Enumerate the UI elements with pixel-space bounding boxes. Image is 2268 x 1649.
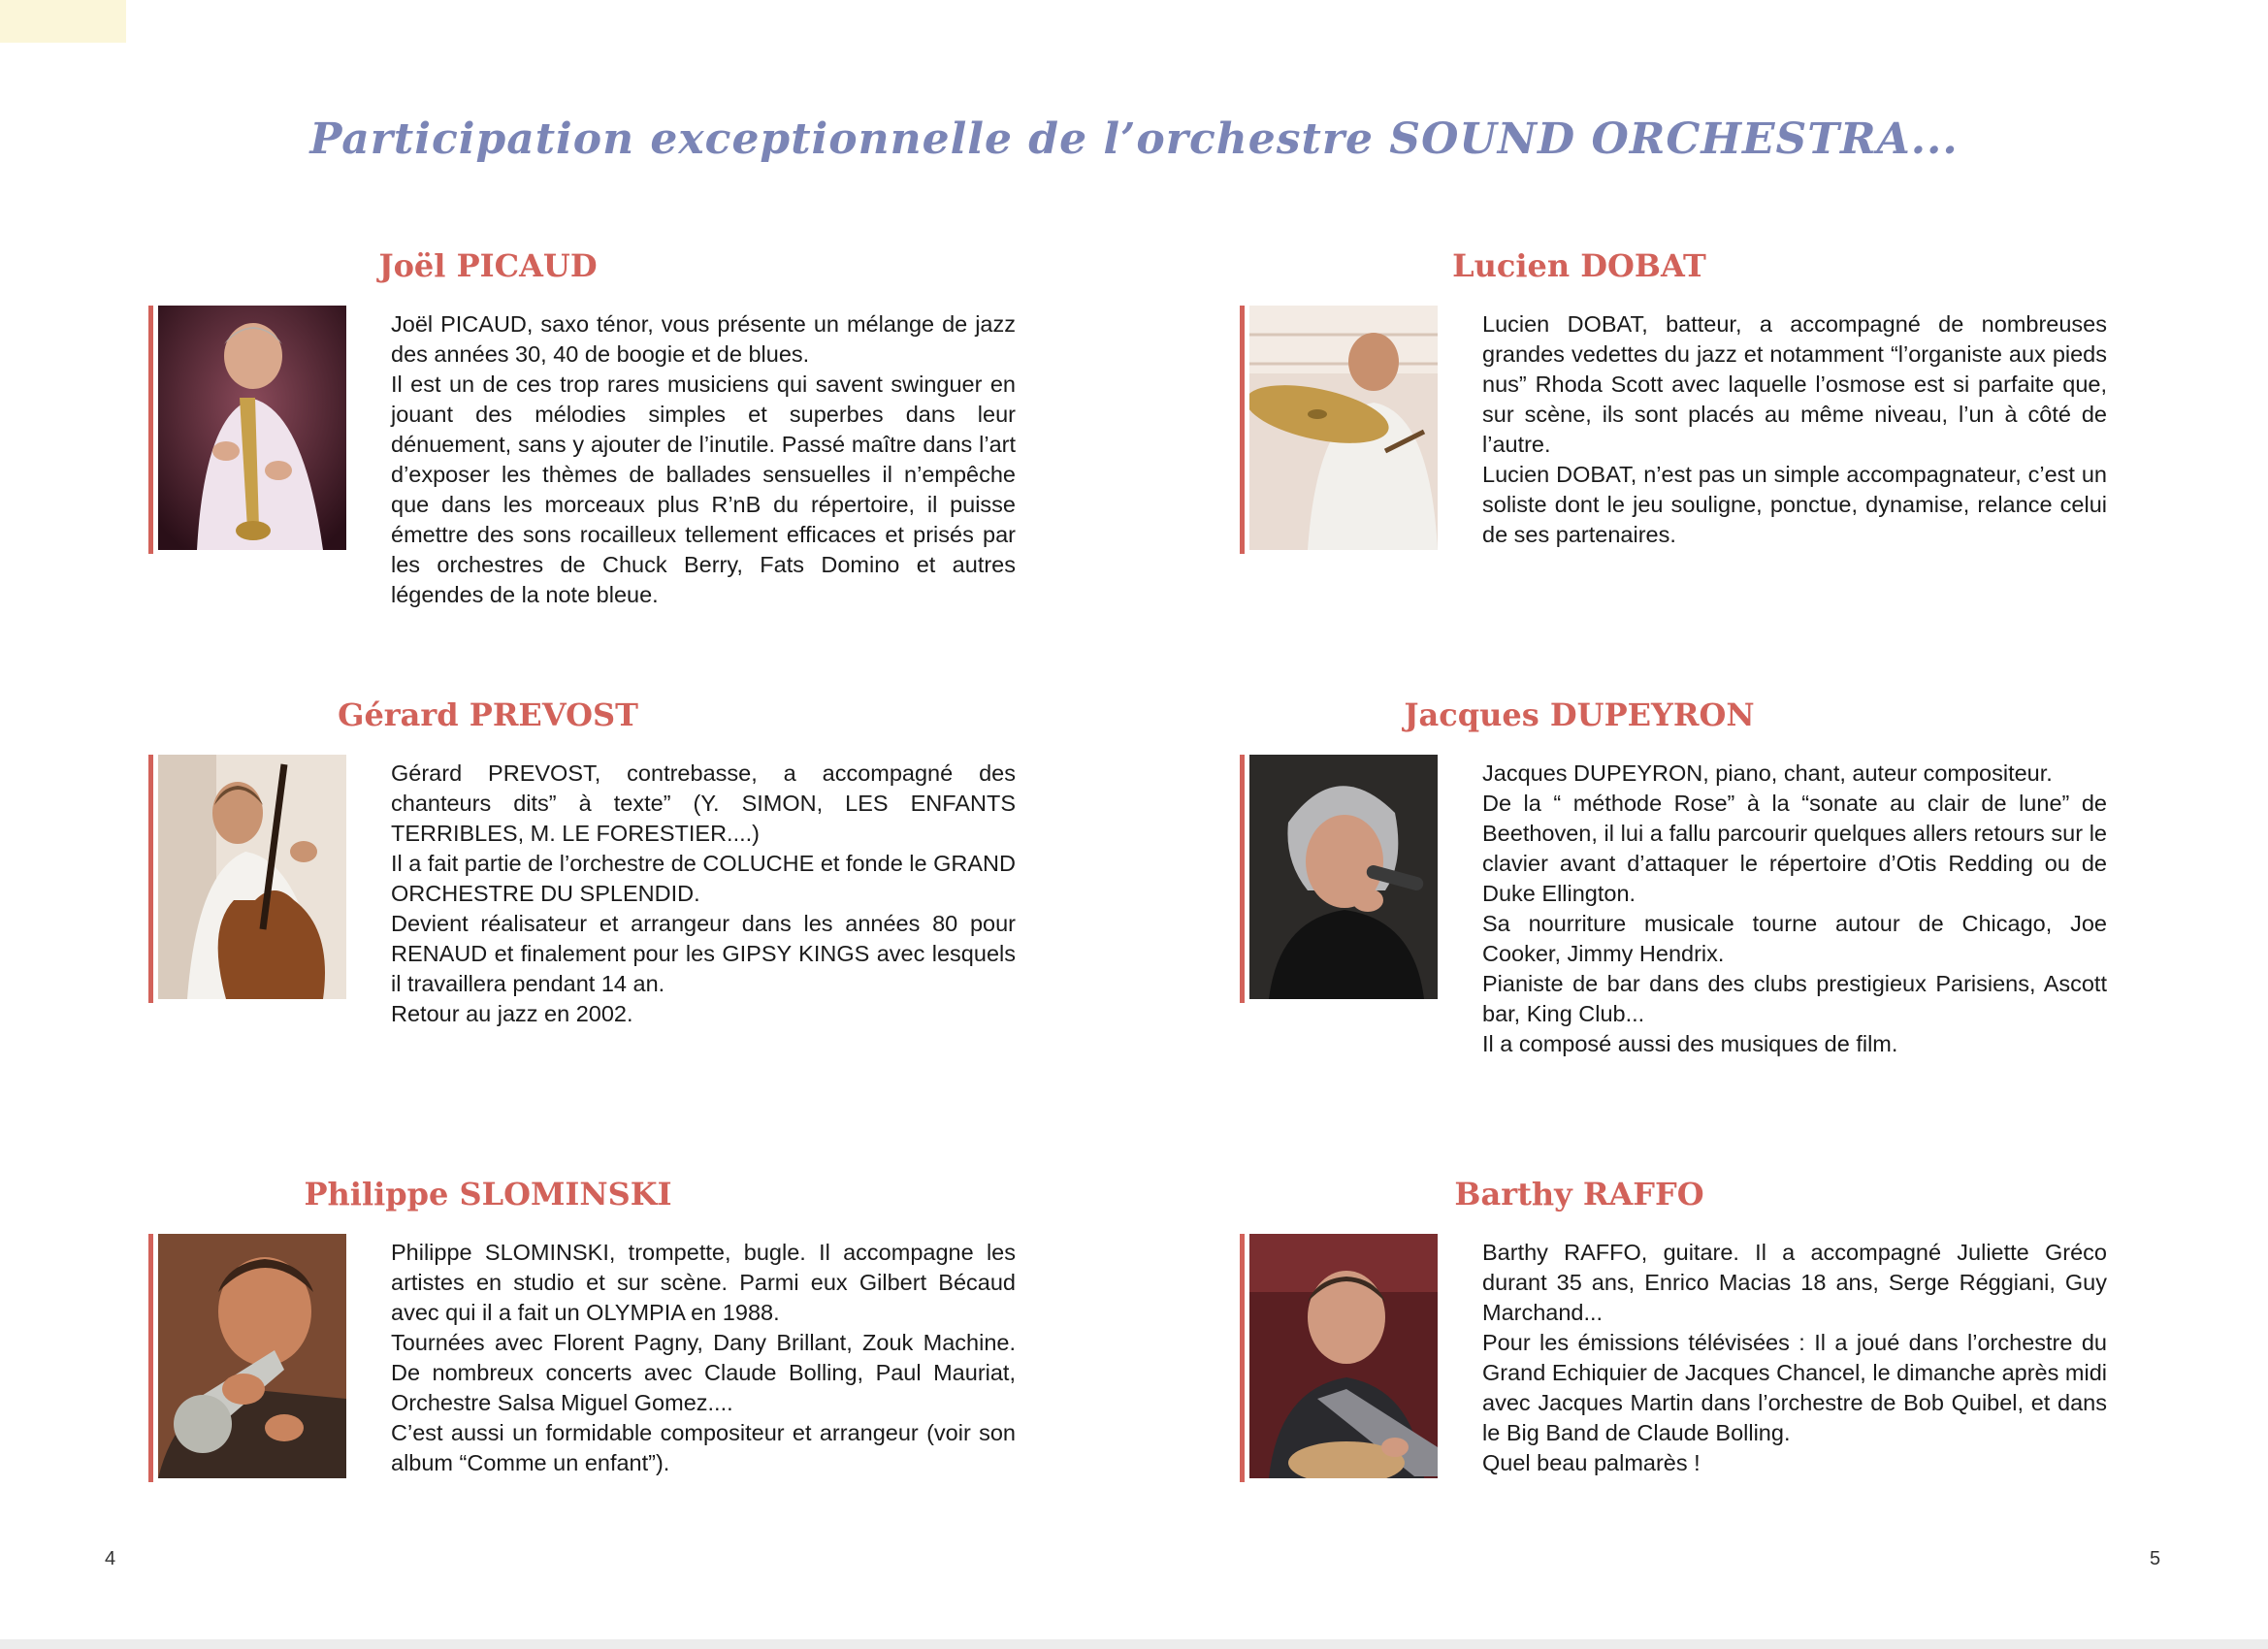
drummer-photo: [1249, 306, 1438, 550]
bio-paragraph: Il a composé aussi des musiques de film.: [1482, 1031, 1898, 1056]
bio-gerard-prevost: [148, 696, 1177, 1104]
bio-text: [1482, 1238, 2107, 1478]
bio-text: [391, 309, 1016, 610]
bio-paragraph: Quel beau palmarès !: [1482, 1450, 1701, 1475]
accent-bar: [148, 755, 153, 1003]
bio-paragraph: Jacques DUPEYRON, piano, chant, auteur compositeur.: [1482, 760, 2053, 786]
photo-frame: [1240, 306, 1438, 554]
bio-paragraph: Lucien DOBAT, batteur, a accompagné de nombreuses grandes vedettes du jazz et notamment “l’organiste aux pieds nus” Rhoda Scott avec laquelle l’osmose est si parfaite que, sur scène, ils sont placés au même niveau, l’un à côté de l’autre.: [1482, 311, 2107, 457]
bio-text: [1482, 309, 2107, 550]
bio-paragraph: De la “ méthode Rose” à la “sonate au clair de lune” de Beethoven, il lui a fallu parcourir quelques allers retours sur le clavier avant d’attaquer le répertoire d’Otis Redding ou de Duke Ellington.: [1482, 791, 2107, 906]
bio-paragraph: C’est aussi un formidable compositeur et arrangeur (voir son album “Comme un enfant”).: [391, 1420, 1016, 1475]
bottom-edge: [0, 1639, 2268, 1649]
bio-text: [1482, 759, 2107, 1059]
photo-frame: [1240, 1234, 1438, 1482]
bio-paragraph: Barthy RAFFO, guitare. Il a accompagné Juliette Gréco durant 35 ans, Enrico Macias 18 ans, Serge Réggiani, Guy Marchand...: [1482, 1240, 2107, 1325]
double-bass-photo: [158, 755, 346, 999]
bio-joel-picaud: [148, 247, 1177, 655]
bio-paragraph: Devient réalisateur et arrangeur dans les années 80 pour RENAUD et finalement pour les GIPSY KINGS avec lesquels il travaillera pendant 14 an.: [391, 911, 1016, 996]
photo-frame: [1240, 755, 1438, 1003]
bio-barthy-raffo: [1240, 1176, 2268, 1583]
page-number-right: 5: [2150, 1548, 2161, 1569]
photo-frame: [148, 755, 346, 1003]
musician-name: Lucien DOBAT: [1452, 247, 1706, 284]
bio-paragraph: Il est un de ces trop rares musiciens qui savent swinguer en jouant des mélodies simples et superbes dans leur dénuement, sans y ajouter de l’inutile. Passé maître dans l’art d’exposer les thèmes de ballades sensuelles il n’empêche que dans les morceaux plus R’nB du répertoire, il puisse émettre des sons rocailleux tellement efficaces et prisés par les orchestres de Chuck Berry, Fats Domino et autres légendes de la note bleue.: [391, 372, 1016, 607]
bio-paragraph: Pour les émissions télévisées : Il a joué dans l’orchestre du Grand Echiquier de Jacques Chancel, le dimanche après midi avec Jacques Martin dans l’orchestre de Bob Quibel, et dans le Big Band de Claude Bolling.: [1482, 1330, 2107, 1445]
musician-name: Barthy RAFFO: [1454, 1176, 1704, 1212]
accent-bar: [1240, 755, 1245, 1003]
musician-name: Jacques DUPEYRON: [1404, 696, 1755, 733]
bio-jacques-dupeyron: [1240, 696, 2268, 1104]
accent-bar: [1240, 306, 1245, 554]
page-title: Participation exceptionnelle de l’orchestre SOUND ORCHESTRA...: [309, 114, 1959, 164]
corner-tab: [0, 0, 126, 43]
accent-bar: [1240, 1234, 1245, 1482]
bio-paragraph: Lucien DOBAT, n’est pas un simple accompagnateur, c’est un soliste dont le jeu souligne, ponctue, dynamise, relance celui de ses partenaires.: [1482, 462, 2107, 547]
bio-paragraph: Il a fait partie de l’orchestre de COLUCHE et fonde le GRAND ORCHESTRE DU SPLENDID.: [391, 851, 1016, 906]
photo-frame: [148, 306, 346, 554]
trumpeter-photo: [158, 1234, 346, 1478]
singer-photo: [1249, 755, 1438, 999]
page-number-left: 4: [105, 1548, 116, 1569]
bio-paragraph: Retour au jazz en 2002.: [391, 1001, 633, 1026]
photo-frame: [148, 1234, 346, 1482]
musician-name: Joël PICAUD: [378, 247, 598, 284]
accent-bar: [148, 1234, 153, 1482]
bio-paragraph: Sa nourriture musicale tourne autour de Chicago, Joe Cooker, Jimmy Hendrix.: [1482, 911, 2107, 966]
musician-name: Gérard PREVOST: [338, 696, 638, 733]
bio-philippe-slominski: [148, 1176, 1177, 1583]
bio-paragraph: Philippe SLOMINSKI, trompette, bugle. Il accompagne les artistes en studio et sur scène. Parmi eux Gilbert Bécaud avec qui il a fait un OLYMPIA en 1988.: [391, 1240, 1016, 1325]
bio-lucien-dobat: [1240, 247, 2268, 655]
bio-paragraph: Gérard PREVOST, contrebasse, a accompagné des chanteurs dits” à texte” (Y. SIMON, LES ENFANTS TERRIBLES, M. LE FORESTIER....): [391, 760, 1016, 846]
bio-paragraph: Joël PICAUD, saxo ténor, vous présente un mélange de jazz des années 30, 40 de boogie et de blues.: [391, 311, 1016, 367]
bio-paragraph: Pianiste de bar dans des clubs prestigieux Parisiens, Ascott bar, King Club...: [1482, 971, 2107, 1026]
bio-text: [391, 1238, 1016, 1478]
guitarist-photo: [1249, 1234, 1438, 1478]
musician-name: Philippe SLOMINSKI: [304, 1176, 672, 1212]
bio-paragraph: Tournées avec Florent Pagny, Dany Brillant, Zouk Machine. De nombreux concerts avec Claude Bolling, Paul Mauriat, Orchestre Salsa Miguel Gomez....: [391, 1330, 1016, 1415]
saxophonist-photo: [158, 306, 346, 550]
accent-bar: [148, 306, 153, 554]
bio-text: [391, 759, 1016, 1029]
